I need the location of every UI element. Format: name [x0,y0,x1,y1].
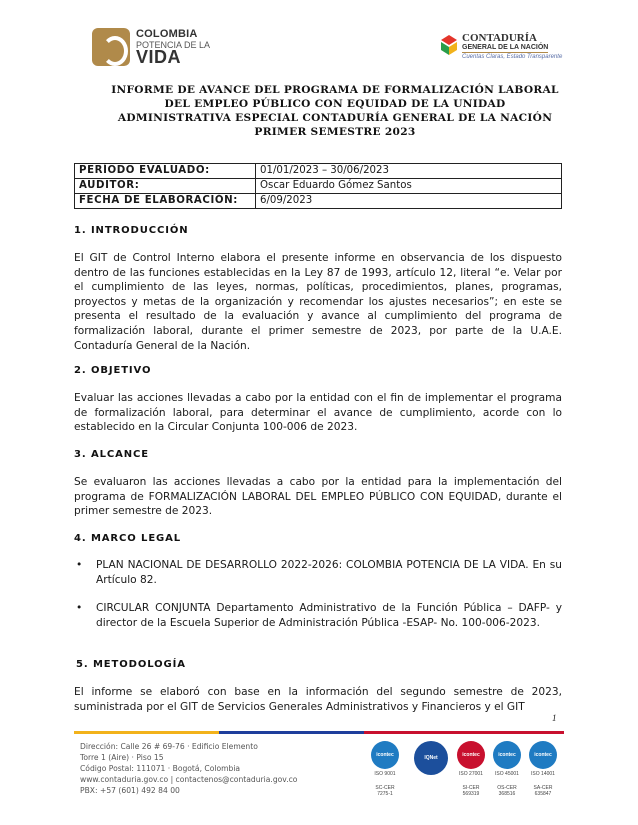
address-line: Torre 1 (Aire) · Piso 15 [80,753,164,762]
cert-caption: ISO 45001 [495,771,519,777]
section-text-introduccion: El GIT de Control Interno elabora el presente informe en observancia de los dispuesto dentro de las funciones establecidas en la Ley 87 de 1993, artículo 12, literal “e. Velar por el cumplimiento de las leyes, normas, políticas, procedimientos, planes, programas, proyectos y metas de la organización y recomendar los ajustes necesarios”; en este se presenta el resultado de la evaluación y avance al cumplimiento del programa de formalización laboral, durante el primer semestre de 2023, por parte de la U.A.E. Contaduría General de la Nación. [74,252,562,352]
bullet-text: CIRCULAR CONJUNTA Departamento Administrativo de la Función Pública – DAFP- y director de la Escuela Superior de Administración Pública -ESAP- No. 100-006-2023. [96,602,562,629]
logo-left-line3: VIDA [136,47,182,67]
bullet-icon: • [76,602,83,614]
section-heading-alcance: 3. ALCANCE [74,449,149,460]
cert-code: SA-CER 635847 [533,785,553,797]
colombia-emblem-icon [92,28,130,66]
cert-code: OS-CER 368516 [497,785,517,797]
info-key: AUDITOR: [75,179,256,194]
logo-right-line1: CONTADURÍA [462,32,537,44]
icontec-seal-icon: icontec [457,741,485,769]
section-heading-metodologia: 5. METODOLOGÍA [76,659,186,670]
cert-caption: ISO 27001 [459,771,483,777]
certification-badge [528,741,558,797]
certification-badge [492,741,522,797]
address-line: Código Postal: 111071 · Bogotá, Colombia [80,764,241,773]
info-value: 01/01/2023 – 30/06/2023 [256,164,562,179]
certification-badge [370,741,400,797]
bullet-icon: • [76,559,83,571]
contaduria-mark-icon [440,34,458,56]
title-line-4: PRIMER SEMESTRE 2023 [254,126,416,138]
info-value: 6/09/2023 [256,194,562,209]
title-line-1: INFORME DE AVANCE DEL PROGRAMA DE FORMALIZACIÓN LABORAL [111,84,559,96]
address-line: www.contaduria.gov.co | contactenos@contaduria.gov.co [80,775,298,784]
info-key: FECHA DE ELABORACIÓN: [75,194,256,209]
footer-color-bar [74,731,564,734]
cert-caption: ISO 9001 [374,771,396,777]
title-line-3: ADMINISTRATIVA ESPECIAL CONTADURÍA GENERAL DE LA NACIÓN [117,112,553,124]
certification-badge [412,741,450,775]
section-text-alcance: Se evaluaron las acciones llevadas a cabo por la entidad para la implementación del programa de FORMALIZACIÓN LABORAL DEL EMPLEO PÚBLICO CON EQUIDAD, durante el primer semestre de 2023. [74,476,562,518]
certification-badge [456,741,486,797]
table-row [75,179,562,194]
logo-right-line2: GENERAL DE LA NACIÓN [462,44,549,51]
title-line-2: DEL EMPLEO PÚBLICO CON EQUIDAD DE LA UNIDAD [164,98,506,110]
contaduria-logo [440,32,563,66]
address-line: PBX: +57 (601) 492 84 00 [80,786,180,795]
iqnet-seal-icon: IQNet [414,741,448,775]
info-key: PERÍODO EVALUADO: [75,164,256,179]
icontec-seal-icon: icontec [371,741,399,769]
section-heading-marco-legal: 4. MARCO LEGAL [74,533,182,544]
cert-code: SI-CER 569319 [462,785,480,797]
logo-right-slogan: Cuentas Claras, Estado Transparente [462,54,563,60]
report-info-table [74,163,562,209]
bullet-text: PLAN NACIONAL DE DESARROLLO 2022-2026: COLOMBIA POTENCIA DE LA VIDA. En su Artículo 82. [96,559,562,586]
info-value: Oscar Eduardo Gómez Santos [256,179,562,194]
document-title [90,83,580,139]
table-row [75,164,562,179]
section-heading-objetivo: 2. OBJETIVO [74,365,152,376]
footer-address [80,741,297,796]
cert-code: SC-CER 7275-1 [375,785,395,797]
cert-caption: ISO 14001 [531,771,555,777]
icontec-seal-icon: icontec [493,741,521,769]
icontec-seal-icon: icontec [529,741,557,769]
address-line: Dirección: Calle 26 # 69-76 · Edificio Elemento [80,742,258,751]
table-row [75,194,562,209]
page-number: 1 [552,713,557,723]
logo-left-line1: COLOMBIA [136,28,198,40]
colombia-potencia-vida-logo [92,28,212,68]
section-text-metodologia: El informe se elaboró con base en la información del segundo semestre de 2023, suministrada por el GIT de Servicios Generales Administrativos y Financieros y el GIT [74,686,562,713]
section-heading-introduccion: 1. INTRODUCCIÓN [74,225,189,236]
logo-left-line2: POTENCIA DE LA [136,40,211,50]
section-text-objetivo: Evaluar las acciones llevadas a cabo por la entidad con el fin de implementar el programa de formalización laboral, para determinar el avance de cumplimiento, acorde con lo establecido en la Circular Conjunta 100-006 de 2023. [74,392,562,434]
